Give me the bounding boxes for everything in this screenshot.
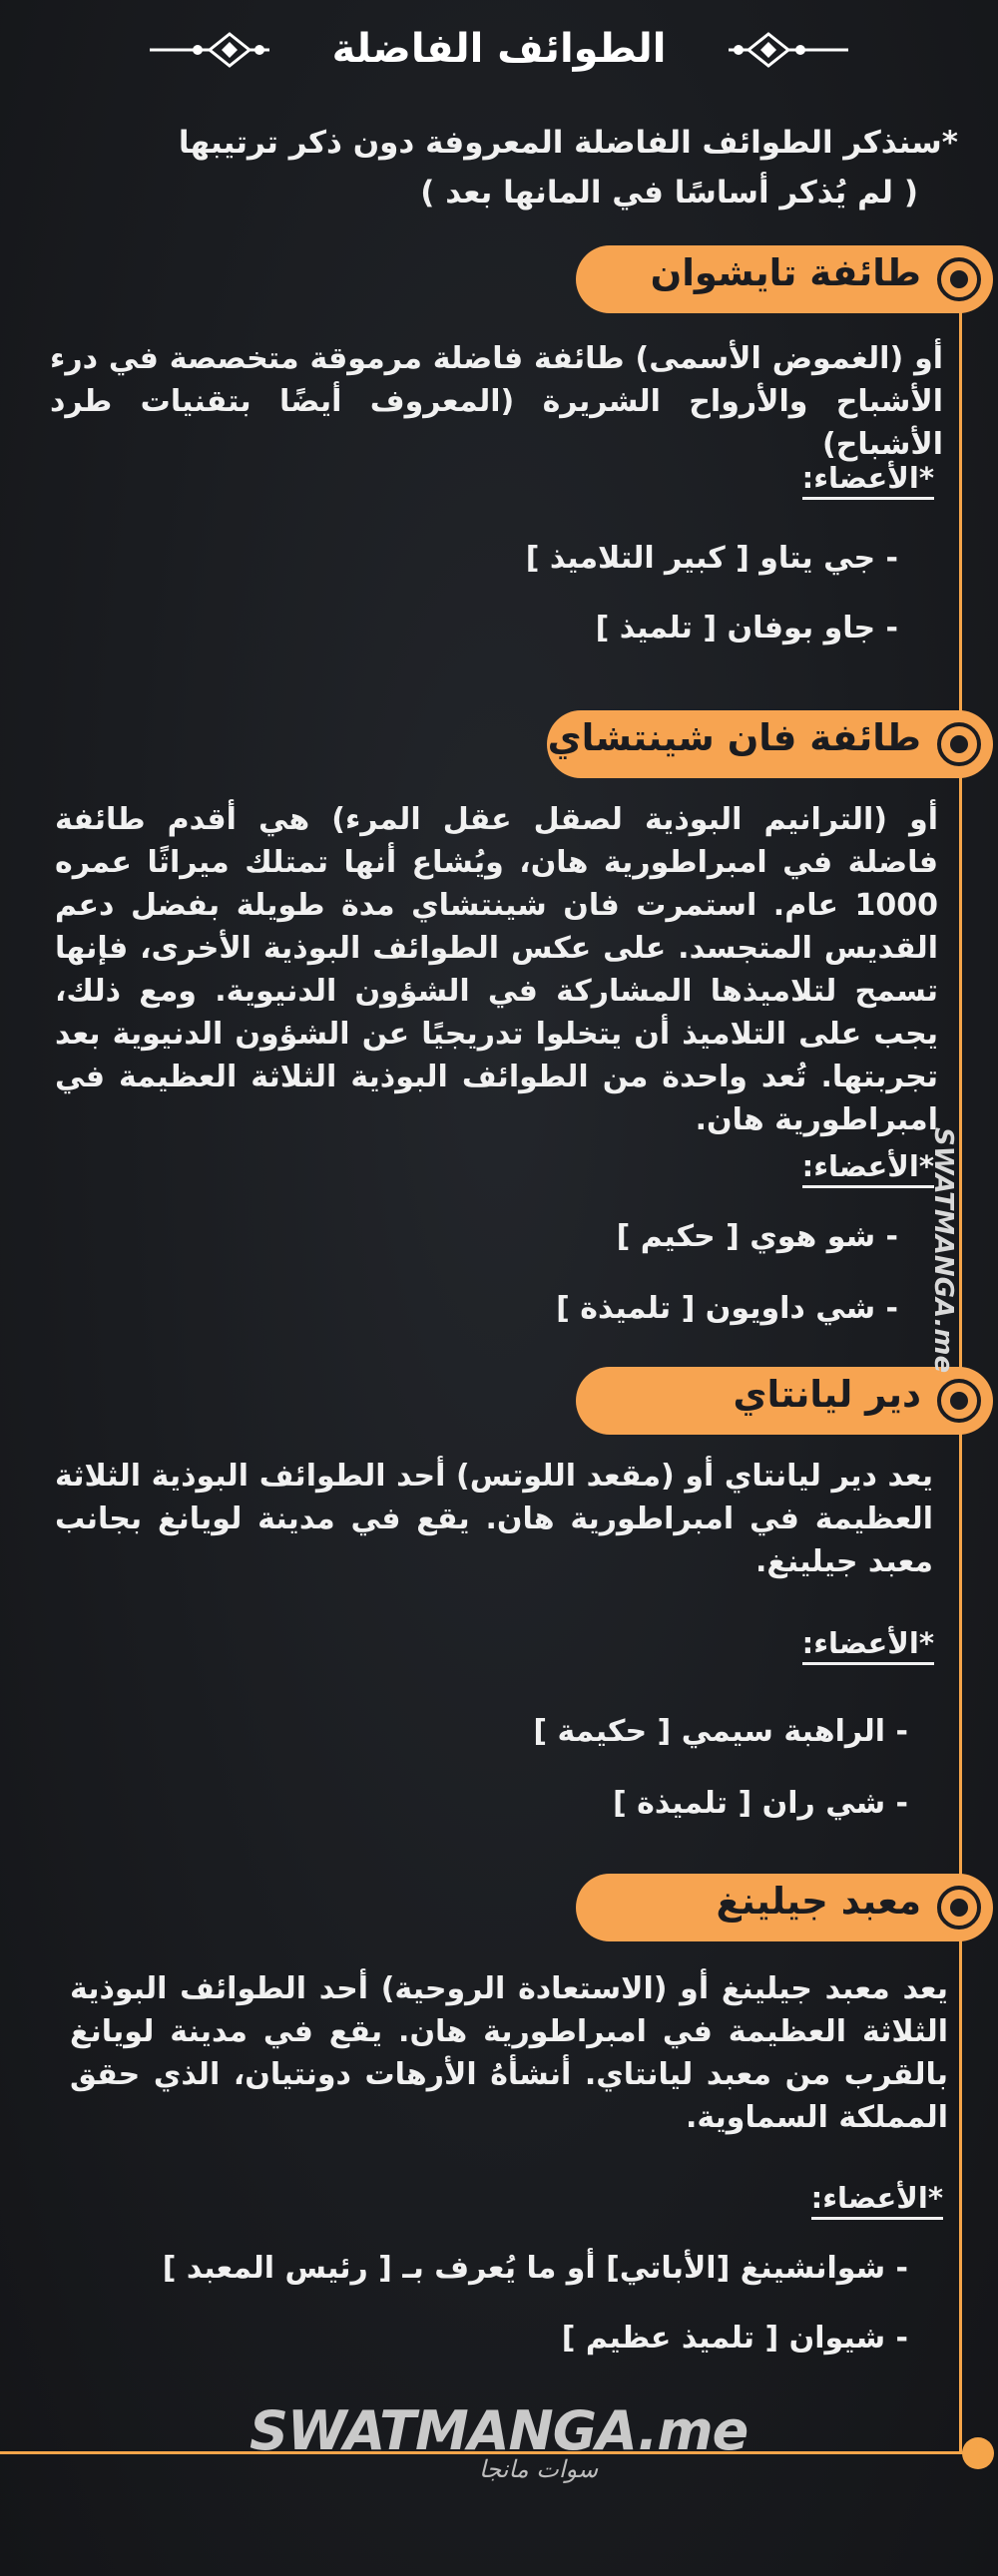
section-description: أو (الترانيم البوذية لصقل عقل المرء) هي أقدم طائفة فاضلة في امبراطورية هان، ويُشاع أنها تمتلك ميراثًا عمره 1000 عام. استمرت فان شينتشاي مدة طويلة بفضل دعم القديس المتجسد. على عكس الطوائف البوذية الأخرى، فإنها تسمح لتلاميذها المشاركة في الشؤون الدنيوية. ومع ذلك، يجب على التلاميذ أن يتخلوا تدريجيًا عن الشؤون الدنيوية بعد تجربتها. تُعد واحدة من الطوائف البوذية الثلاثة العظيمة في امبراطورية هان. — [55, 802, 938, 1137]
watermark-brand: SWATMANGA.me — [250, 2399, 748, 2462]
members-label: *الأعضاء: — [802, 1149, 934, 1188]
bullseye-icon — [929, 249, 989, 309]
section-description: يعد معبد جيلينغ أو (الاستعادة الروحية) أحد الطوائف البوذية الثلاثة العظيمة في امبراطورية هان. يقع في مدينة لويانغ بالقرب من معبد ليانتاي. أنشأهُ الأرهات دونتيان، الذي حقق المملكة السماوية. — [70, 1971, 948, 2135]
member-item: - شو هوي [ حكيم ] — [616, 1219, 898, 1254]
section-header-liantai — [576, 1367, 993, 1435]
intro-line-1: *سنذكر الطوائف الفاضلة المعروفة دون ذكر ترتيبها — [178, 125, 958, 161]
members-label: *الأعضاء: — [802, 461, 934, 500]
section-title: طائفة تايشوان — [650, 251, 921, 294]
section-header-jiling — [576, 1874, 993, 1941]
member-item: - جي يتاو [ كبير التلاميذ ] — [525, 541, 898, 576]
ornament-left-icon — [150, 30, 269, 70]
member-item: - شي ران [ تلميذة ] — [612, 1786, 908, 1821]
side-watermark-text: SWATMANGA.me — [928, 1127, 958, 1374]
intro-line-2: ( لم يُذكر أساسًا في المانها بعد ) — [420, 175, 918, 211]
bullseye-icon — [929, 714, 989, 774]
bottom-watermark — [250, 2399, 748, 2489]
member-item: - الراهبة سيمي [ حكيمة ] — [533, 1714, 908, 1749]
member-item: - جاو بوفان [ تلميذ ] — [595, 611, 898, 645]
member-item: - شوانشينغ [الأباتي] أو ما يُعرف بـ [ رئيس المعبد ] — [162, 2251, 908, 2286]
title-banner — [150, 14, 848, 86]
guide-end-dot-icon — [962, 2437, 994, 2469]
section-description: أو (الغموض الأسمى) طائفة فاضلة مرموقة متخصصة في درء الأشباح والأرواح الشريرة (المعروف أيضًا بتقنيات طرد الأشباح) — [50, 341, 943, 462]
members-label: *الأعضاء: — [811, 2181, 943, 2220]
section-description: يعد دير ليانتاي أو (مقعد اللوتس) أحد الطوائف البوذية الثلاثة العظيمة في امبراطورية هان. يقع في مدينة لويانغ بجانب معبد جيلينغ. — [55, 1459, 933, 1579]
side-watermark — [928, 1048, 998, 1374]
members-label: *الأعضاء: — [802, 1626, 934, 1665]
intro-note — [40, 118, 958, 217]
bullseye-icon — [929, 1371, 989, 1431]
page-title: الطوائف الفاضلة — [331, 26, 667, 72]
section-title: معبد جيلينغ — [716, 1880, 921, 1923]
watermark-sub: سوات مانجا — [479, 2455, 599, 2483]
member-item: - شيوان [ تلميذ عظيم ] — [561, 2321, 908, 2356]
section-header-fan-shinchai — [547, 710, 993, 778]
member-item: - شي داويون [ تلميذة ] — [556, 1291, 898, 1326]
section-header-taishuan — [576, 245, 993, 313]
bullseye-icon — [929, 1878, 989, 1937]
section-title: دير ليانتاي — [733, 1373, 921, 1416]
guide-line-vertical — [959, 279, 962, 2452]
section-title: طائفة فان شينتشاي — [547, 716, 921, 759]
